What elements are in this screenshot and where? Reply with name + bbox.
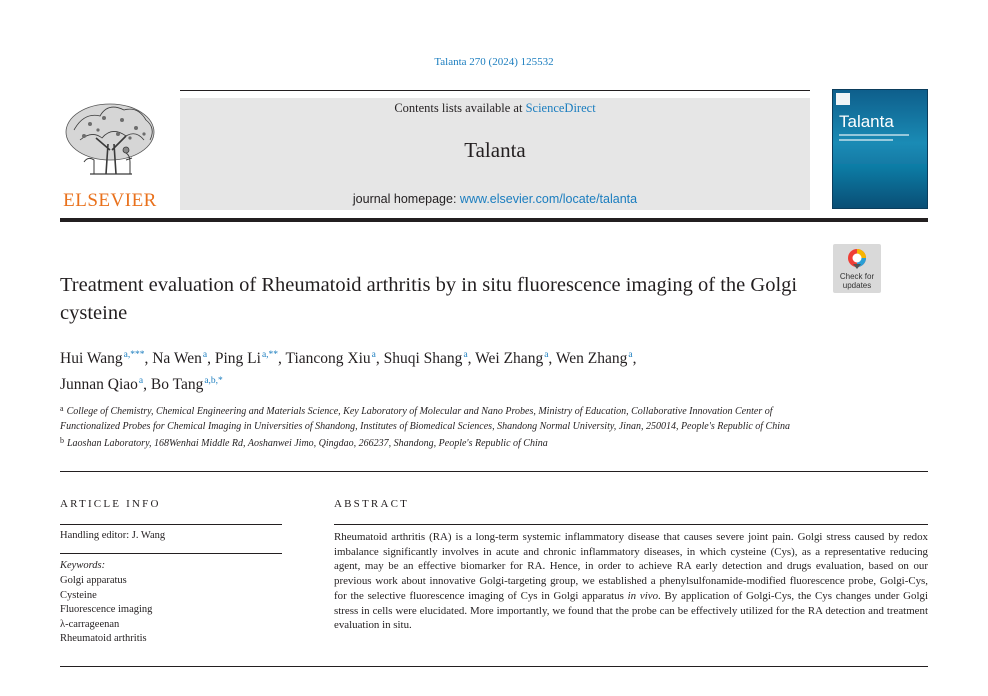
keyword-item: Golgi apparatus <box>60 575 127 586</box>
author-list <box>60 344 820 396</box>
article-info-heading: ARTICLE INFO <box>60 498 161 510</box>
cover-elsevier-mini-logo <box>836 93 850 105</box>
cover-subtitle-line <box>839 134 909 136</box>
cover-band <box>833 164 928 209</box>
affiliation-b: $^b$ Laoshan Laboratory, 168Wenhai Middle Rd, Aoshanwei Jimo, Qingdao, 266237, Shandong, People's Republic of China <box>60 436 548 449</box>
contents-line <box>180 101 810 116</box>
crossmark-icon <box>847 248 867 270</box>
section-divider <box>60 471 928 472</box>
keyword-item: Rheumatoid arthritis <box>60 633 147 645</box>
article-title: Treatment evaluation of Rheumatoid arthritis by in situ fluorescence imaging of the Golgi cysteine <box>60 274 798 324</box>
cover-title: Talanta <box>839 112 894 131</box>
author[interactable]: Shuqi Shang$^a$, <box>383 350 476 367</box>
keyword-item: Cysteine <box>60 589 97 601</box>
elsevier-wordmark: ELSEVIER <box>63 190 157 211</box>
affiliation-a: $^a$ College of Chemistry, Chemical Engineering and Materials Science, Key Laboratory of Molecular and Nano Probes, Ministry of Education, Collaborative Innovation Center of Functionalized Probes for Chemical Imaging in Universities of Shandong, Institutes of Biomedical Sciences, Shandong Normal University, Jinan, 250014, People's Republic of China <box>60 404 791 432</box>
cover-subtitle-line <box>839 139 893 141</box>
author[interactable]: Ping $Li^{a,**}$, <box>214 350 286 367</box>
keyword-item: λ-carrageenan <box>60 618 120 630</box>
article-info-rule <box>60 553 282 554</box>
journal-homepage-link[interactable]: www.elsevier.com/locate/talanta <box>459 192 638 206</box>
contents-prefix: Contents lists available at <box>394 101 526 115</box>
elsevier-tree-icon <box>60 100 160 188</box>
author[interactable]: Hui Wang$^{a,***}$, <box>60 350 153 367</box>
check-for-updates-label: Check for updates <box>839 272 875 290</box>
homepage-prefix: journal homepage: <box>352 192 460 206</box>
homepage-line <box>180 192 810 206</box>
author[interactable]: Wen Zhang$^a$, <box>555 350 637 367</box>
abstract-italic: in vivo <box>627 589 659 602</box>
journal-cover-image[interactable] <box>832 89 928 209</box>
header-thick-rule <box>60 218 928 222</box>
handling-editor: Handling editor: J. Wang <box>60 530 166 541</box>
author[interactable]: Na Wen$^a$, <box>152 350 215 367</box>
keywords-heading: Keywords: <box>60 560 106 571</box>
article-info-rule <box>60 524 282 525</box>
elsevier-logo[interactable] <box>60 100 160 212</box>
abstract-heading: ABSTRACT <box>334 498 410 510</box>
header-top-rule <box>180 90 810 91</box>
abstract-rule <box>334 524 928 525</box>
sciencedirect-link[interactable]: ScienceDirect <box>525 101 596 115</box>
affiliations <box>60 402 820 452</box>
journal-citation[interactable]: Talanta 270 (2024) 125532 <box>434 56 554 68</box>
bottom-rule <box>60 666 928 667</box>
author[interactable]: Wei Zhang$^a$, <box>475 350 556 367</box>
journal-name: Talanta <box>464 138 526 162</box>
keyword-item: Fluorescence imaging <box>60 604 153 616</box>
author[interactable]: Bo Tang$^{a,b,*}$ <box>150 376 223 393</box>
author[interactable]: Tiancong Xiu$^a$, <box>285 350 384 367</box>
author[interactable]: Junnan Qiao$^a$, <box>60 376 151 393</box>
check-for-updates-badge[interactable] <box>833 244 881 293</box>
abstract-body: Rheumatoid arthritis (RA) is a long-term systemic inflammatory disease that causes severe joint pain. Golgi stress caused by redox imbalance significantly involves in acute and chronic inflammatory diseases, in which cysteine (Cys), as a representative reducing agent, may be an effective biomarker for RA. Hence, in order to achieve RA early detection and drugs evaluation, based on our previous work about innovative Golgi-targeting group, we established a phenylsulfonamide-modified fluorescence probe, Golgi-Cys, for the selective fluorescence imaging of Cys in Golgi apparatus in vivo. By application of Golgi-Cys, the Cys changes under Golgi stress in cells were elucidated. More importantly, we found that the probe can be effectively utilized for the RA detection and treatment evaluation in situ. <box>334 531 928 632</box>
keywords-list <box>60 574 282 647</box>
